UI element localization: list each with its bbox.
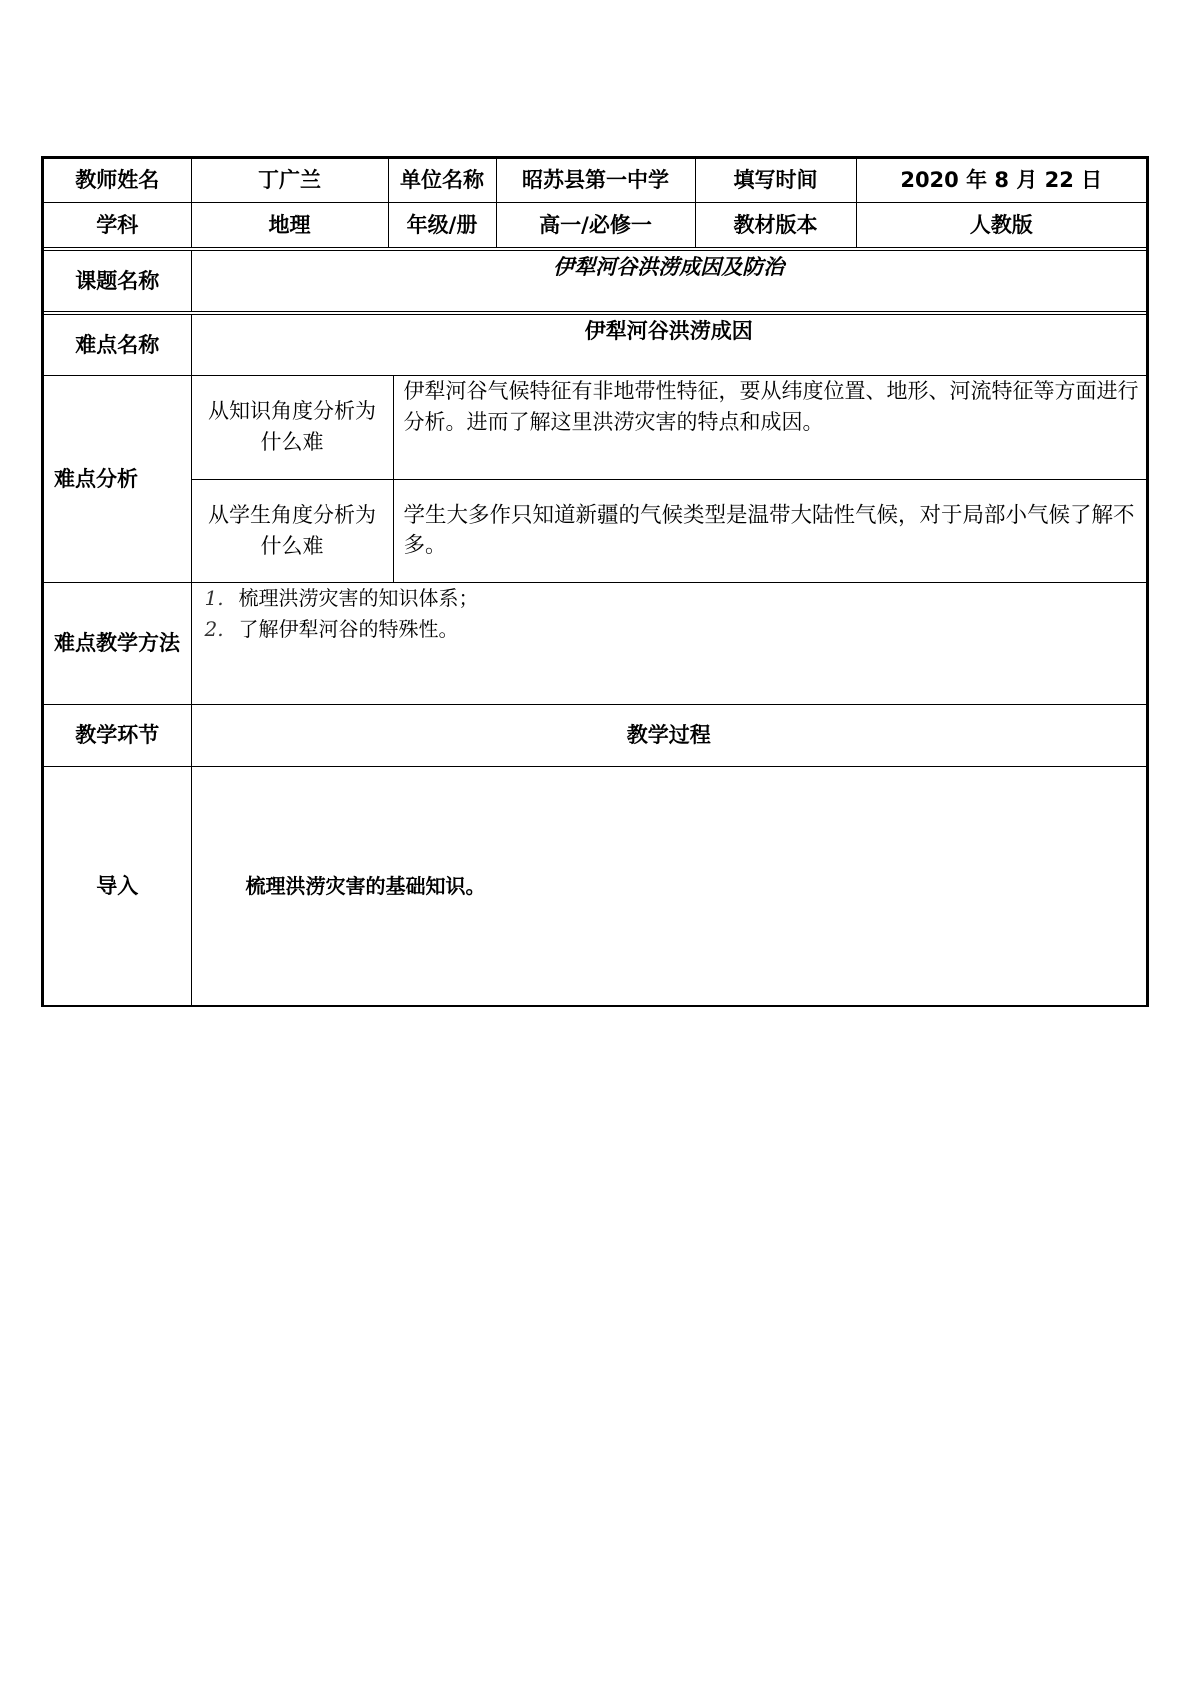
difficulty-label: 难点名称 xyxy=(44,313,191,375)
basic-info-table xyxy=(44,159,1146,248)
school-value: 昭苏县第一中学 xyxy=(496,159,695,202)
grade-label: 年级/册 xyxy=(388,202,496,247)
student-reason-cell-text xyxy=(393,479,1146,582)
textbook-value: 人教版 xyxy=(856,202,1146,247)
lesson-plan-table xyxy=(41,156,1149,1007)
subject-label: 学科 xyxy=(44,202,191,247)
method-text: 了解伊犁河谷的特殊性。 xyxy=(238,616,459,641)
knowledge-reason-text: 伊犁河谷气候特征有非地带性特征，要从纬度位置、地形、河流特征等方面进行分析。进而了解这里洪涝灾害的特点和成因。 xyxy=(403,378,1139,434)
knowledge-reason-cell xyxy=(191,375,393,479)
teaching-stage-label: 教学环节 xyxy=(44,704,191,766)
date-value: 2020 年 8 月 22 日 xyxy=(856,159,1146,202)
analysis-label: 难点分析 xyxy=(44,375,191,582)
grade-value: 高一/必修一 xyxy=(496,202,695,247)
intro-label: 导入 xyxy=(44,766,191,1005)
method-item xyxy=(205,614,1147,645)
method-number: 1. xyxy=(204,585,224,610)
methods-list xyxy=(191,582,1146,704)
subject-value: 地理 xyxy=(191,202,388,247)
knowledge-reason-cell-text xyxy=(393,375,1146,479)
date-label: 填写时间 xyxy=(695,159,856,202)
teacher-name-value: 丁广兰 xyxy=(191,159,388,202)
method-text: 梳理洪涝灾害的知识体系； xyxy=(238,585,479,610)
methods-label: 难点教学方法 xyxy=(44,582,191,704)
student-reason-text: 学生大多作只知道新疆的气候类型是温带大陆性气候，对于局部小气候了解不多。 xyxy=(403,502,1135,558)
student-reason-cell xyxy=(191,479,393,582)
topic-label: 课题名称 xyxy=(44,250,191,313)
topic-value: 伊犁河谷洪涝成因及防治 xyxy=(191,250,1146,313)
intro-text: 梳理洪涝灾害的基础知识。 xyxy=(191,766,1146,1005)
teacher-name-label: 教师姓名 xyxy=(44,159,191,202)
teaching-process-label: 教学过程 xyxy=(191,704,1146,766)
teaching-design-table xyxy=(44,250,1146,1006)
student-reason-label: 从学生角度分析为什么难 xyxy=(208,502,376,558)
method-item xyxy=(205,583,1147,614)
knowledge-reason-label: 从知识角度分析为什么难 xyxy=(208,399,376,454)
textbook-label: 教材版本 xyxy=(695,202,856,247)
method-number: 2. xyxy=(204,616,224,641)
difficulty-value: 伊犁河谷洪涝成因 xyxy=(191,313,1146,375)
school-label: 单位名称 xyxy=(388,159,496,202)
